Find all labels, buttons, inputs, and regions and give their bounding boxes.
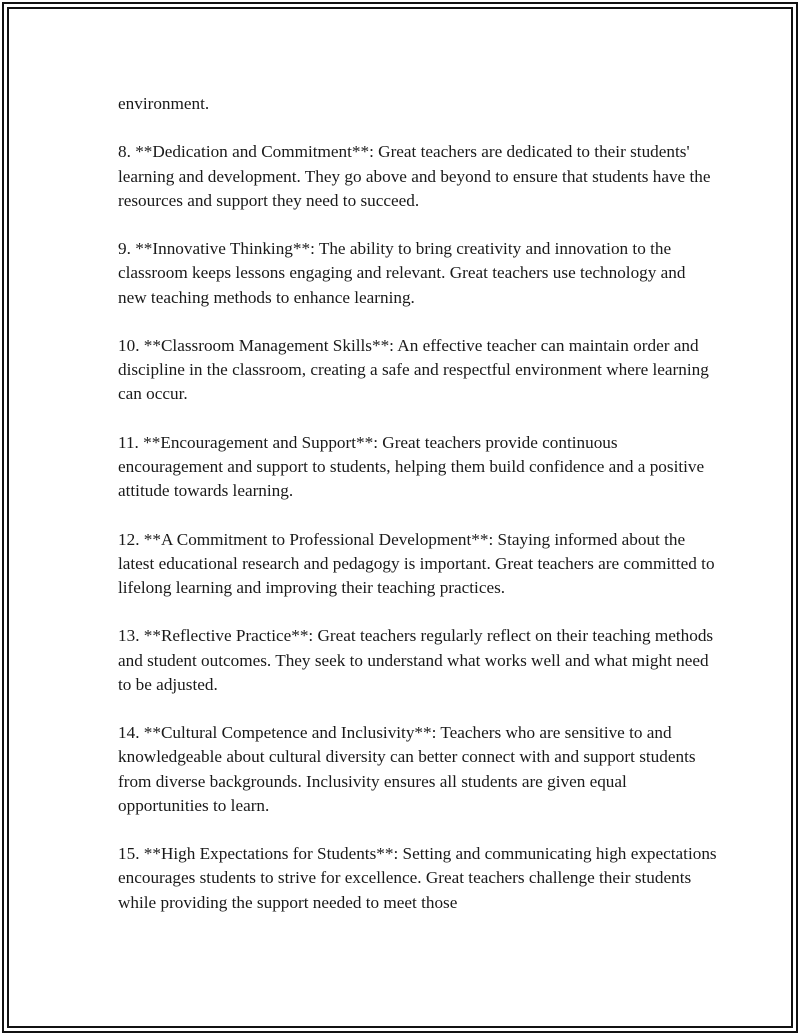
list-item-14: 14. **Cultural Competence and Inclusivity**: Teachers who are sensitive to and knowledgeable about cultural diversity can better connect with and support students from diverse backgrounds. Inclusivity ensures all students are given equal opportunities to learn. — [118, 723, 696, 815]
list-item-9: 9. **Innovative Thinking**: The ability to bring creativity and innovation to the classroom keeps lessons engaging and relevant. Great teachers use technology and new teaching methods to enhance learning. — [118, 239, 686, 307]
list-item-13: 13. **Reflective Practice**: Great teachers regularly reflect on their teaching methods and student outcomes. They seek to understand what works well and what might need to be adjusted. — [118, 626, 714, 694]
list-item-10: 10. **Classroom Management Skills**: An effective teacher can maintain order and discipline in the classroom, creating a safe and respectful environment where learning can occur. — [118, 335, 709, 404]
paragraph-continuation: environment. — [118, 94, 210, 113]
list-item-11: 11. **Encouragement and Support**: Great teachers provide continuous encouragement and support to students, helping them build confidence and a positive attitude towards learning. — [118, 432, 705, 501]
list-item-12: 12. **A Commitment to Professional Development**: Staying informed about the latest educational research and pedagogy is important. Great teachers are committed to lifelong learning and improving their teaching practices. — [118, 529, 715, 597]
list-item-8: 8. **Dedication and Commitment**: Great teachers are dedicated to their students' learning and development. They go above and beyond to ensure that students have the resources and support they need to succeed. — [118, 142, 711, 210]
document-body — [118, 92, 718, 939]
list-item-15: 15. **High Expectations for Students**: Setting and communicating high expectations encourages students to strive for excellence. Great teachers challenge their students while providing the support needed to meet those — [118, 844, 717, 912]
